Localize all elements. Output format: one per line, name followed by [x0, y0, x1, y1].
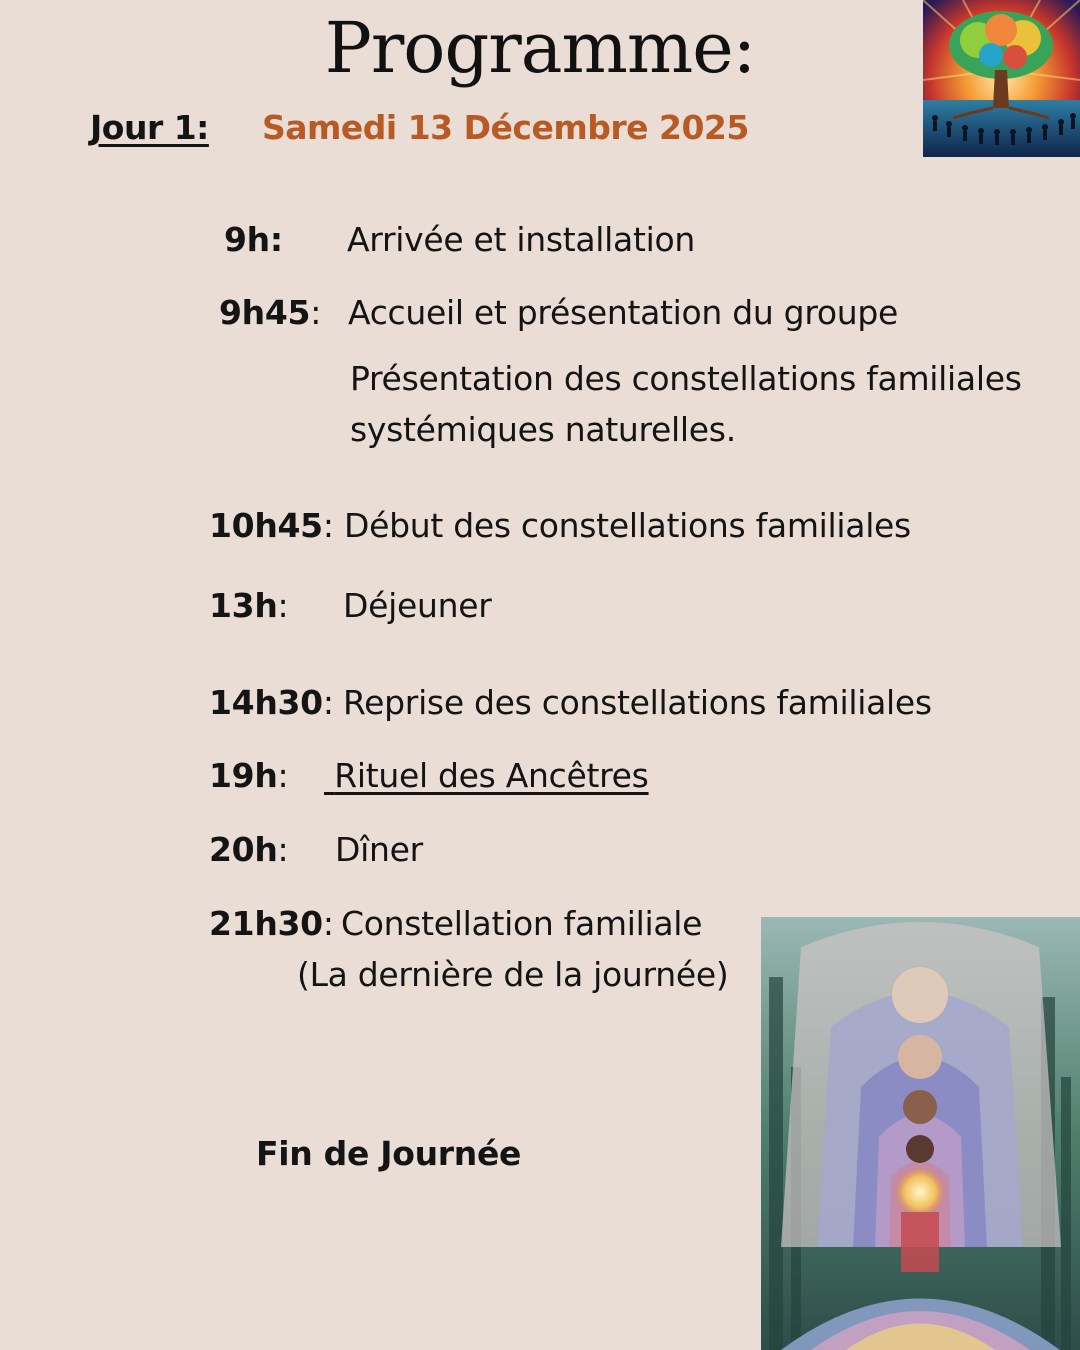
schedule-text-5: Reprise des constellations familiales [343, 683, 932, 722]
schedule-text-2c: systémiques naturelles. [350, 410, 736, 449]
end-of-day: Fin de Journée [256, 1134, 522, 1173]
schedule-time-5: 14h30: [209, 683, 334, 722]
ancestors-illustration [761, 917, 1080, 1350]
schedule-time-6: 19h: [209, 756, 289, 795]
schedule-text-1: Arrivée et installation [347, 220, 695, 259]
day-label: Jour 1: [90, 108, 209, 147]
schedule-time-2: 9h45: [219, 293, 322, 332]
tree-of-life-illustration [923, 0, 1080, 157]
schedule-text-2b: Présentation des constellations familiales [350, 359, 1022, 398]
schedule-text-4: Déjeuner [343, 586, 492, 625]
schedule-text-8b: (La dernière de la journée) [297, 955, 729, 994]
schedule-time-7: 20h: [209, 830, 289, 869]
schedule-time-4: 13h: [209, 586, 289, 625]
page-title: Programme: [324, 7, 756, 89]
schedule-time-3: 10h45: [209, 506, 334, 545]
schedule-text-3: Début des constellations familiales [344, 506, 911, 545]
schedule-text-8: Constellation familiale [341, 904, 703, 943]
schedule-text-2: Accueil et présentation du groupe [348, 293, 899, 332]
schedule-time-8: 21h30: [209, 904, 334, 943]
day-date: Samedi 13 Décembre 2025 [262, 108, 749, 147]
schedule-time-1: 9h: [224, 220, 283, 259]
ritual-link: Rituel des Ancêtres [334, 756, 649, 795]
schedule-text-7: Dîner [335, 830, 423, 869]
